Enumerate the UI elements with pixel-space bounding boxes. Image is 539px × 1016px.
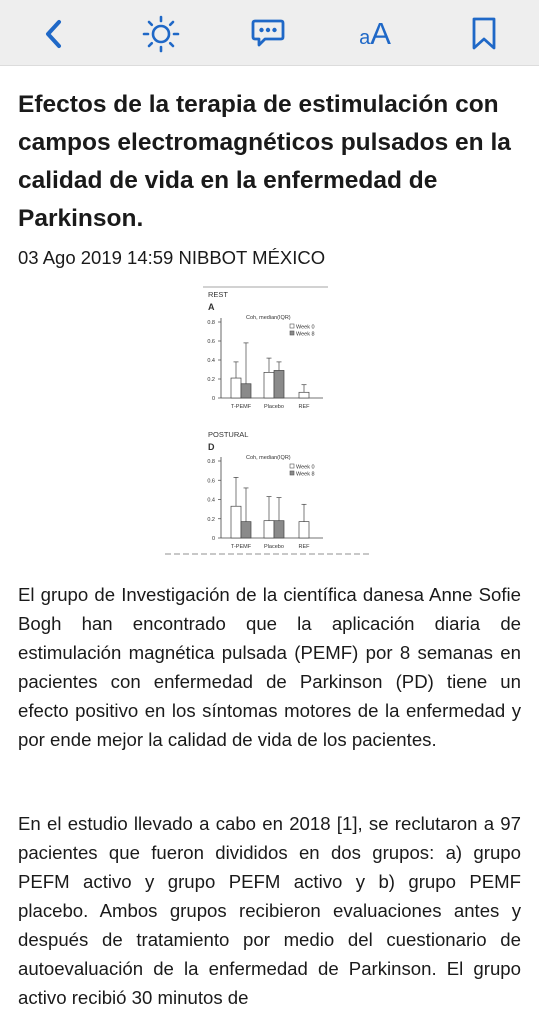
y-tick-label: 0 bbox=[211, 396, 215, 402]
y-tick-label: 0 bbox=[211, 536, 215, 542]
article-paragraph: El grupo de Investigación de la científica danesa Anne Sofie Bogh han encontrado que la aplicación diaria de estimulación magnética pulsada (PEMF) por 8 semanas en pacientes con enfermedad de Parkinson (PD) tiene un efecto positivo en los síntomas motores de la enfermedad y por ende mejor la calidad de vida de los pacientes. bbox=[18, 584, 521, 750]
y-tick-label: 0.2 bbox=[207, 516, 215, 523]
legend-swatch bbox=[290, 471, 294, 475]
x-tick-label: Placebo bbox=[264, 544, 284, 550]
back-button[interactable] bbox=[32, 12, 76, 56]
x-tick-label: REF bbox=[298, 544, 310, 550]
chart-title: Coh, median(IQR) bbox=[246, 315, 291, 321]
bookmark-button[interactable] bbox=[462, 12, 506, 56]
y-tick-label: 0.8 bbox=[207, 459, 215, 465]
y-tick-label: 0.6 bbox=[207, 478, 215, 485]
article-meta: 03 Ago 2019 14:59 NIBBOT MÉXICO bbox=[18, 247, 326, 268]
x-tick-label: T-PEMF bbox=[230, 404, 252, 410]
x-tick-label: Placebo bbox=[264, 404, 284, 410]
chart-section-label: POSTURAL bbox=[208, 430, 249, 439]
article-paragraph: En el estudio llevado a cabo en 2018 [1], se reclutaron a 97 pacientes que fueron divididos en dos grupos: a) grupo PEFM activo y grupo PEFM activo y b) grupo PEMF placebo. Ambos grupos recibieron evaluaciones antes y después de tratamiento por medio del cuestionario de autoevaluación de la enfermedad de Parkinson. El grupo activo recibió 30 minutos de bbox=[18, 813, 521, 1008]
x-tick-label: REF bbox=[298, 404, 310, 410]
font-size-icon: aA bbox=[359, 16, 391, 51]
y-tick-label: 0.6 bbox=[207, 339, 215, 345]
legend-label: Week 8 bbox=[296, 331, 315, 338]
chart-bar bbox=[264, 521, 274, 538]
chart-bar bbox=[299, 522, 309, 538]
brightness-icon bbox=[142, 15, 180, 53]
chart-bar bbox=[299, 392, 309, 398]
brightness-button[interactable] bbox=[139, 12, 183, 56]
y-tick-label: 0.2 bbox=[207, 377, 215, 383]
article-figure[interactable] bbox=[163, 284, 374, 556]
chevron-left-icon bbox=[43, 19, 65, 49]
legend-swatch bbox=[290, 324, 294, 328]
x-tick-label: T-PEMF bbox=[230, 544, 252, 550]
chart-bar bbox=[241, 384, 251, 398]
chart-title: Coh, median(IQR) bbox=[246, 455, 291, 461]
chart-bar bbox=[264, 372, 274, 398]
chart-panel-letter: A bbox=[208, 302, 215, 312]
legend-swatch bbox=[290, 331, 294, 335]
chart-section-label: REST bbox=[208, 290, 229, 299]
legend-label: Week 8 bbox=[296, 471, 315, 478]
chart-panel-letter: D bbox=[208, 442, 215, 452]
legend-label: Week 0 bbox=[296, 324, 315, 331]
chart-bar bbox=[274, 521, 284, 538]
y-tick-label: 0.4 bbox=[207, 497, 215, 504]
legend-label: Week 0 bbox=[296, 464, 315, 471]
chart-bar bbox=[274, 370, 284, 398]
comment-icon bbox=[251, 19, 285, 49]
chart-bar bbox=[231, 378, 241, 398]
y-tick-label: 0.4 bbox=[207, 358, 215, 364]
reader-toolbar bbox=[0, 0, 539, 66]
bookmark-icon bbox=[471, 17, 497, 51]
comments-button[interactable] bbox=[246, 12, 290, 56]
chart-bar bbox=[231, 506, 241, 538]
legend-swatch bbox=[290, 464, 294, 468]
y-tick-label: 0.8 bbox=[207, 320, 215, 326]
font-size-button[interactable] bbox=[353, 12, 397, 56]
chart-bar bbox=[241, 522, 251, 538]
figure-charts bbox=[163, 284, 374, 556]
article-title: Efectos de la terapia de estimulación con campos electromagnéticos pulsados en la calidad de vida en la enfermedad de Parkinson. bbox=[18, 91, 511, 232]
